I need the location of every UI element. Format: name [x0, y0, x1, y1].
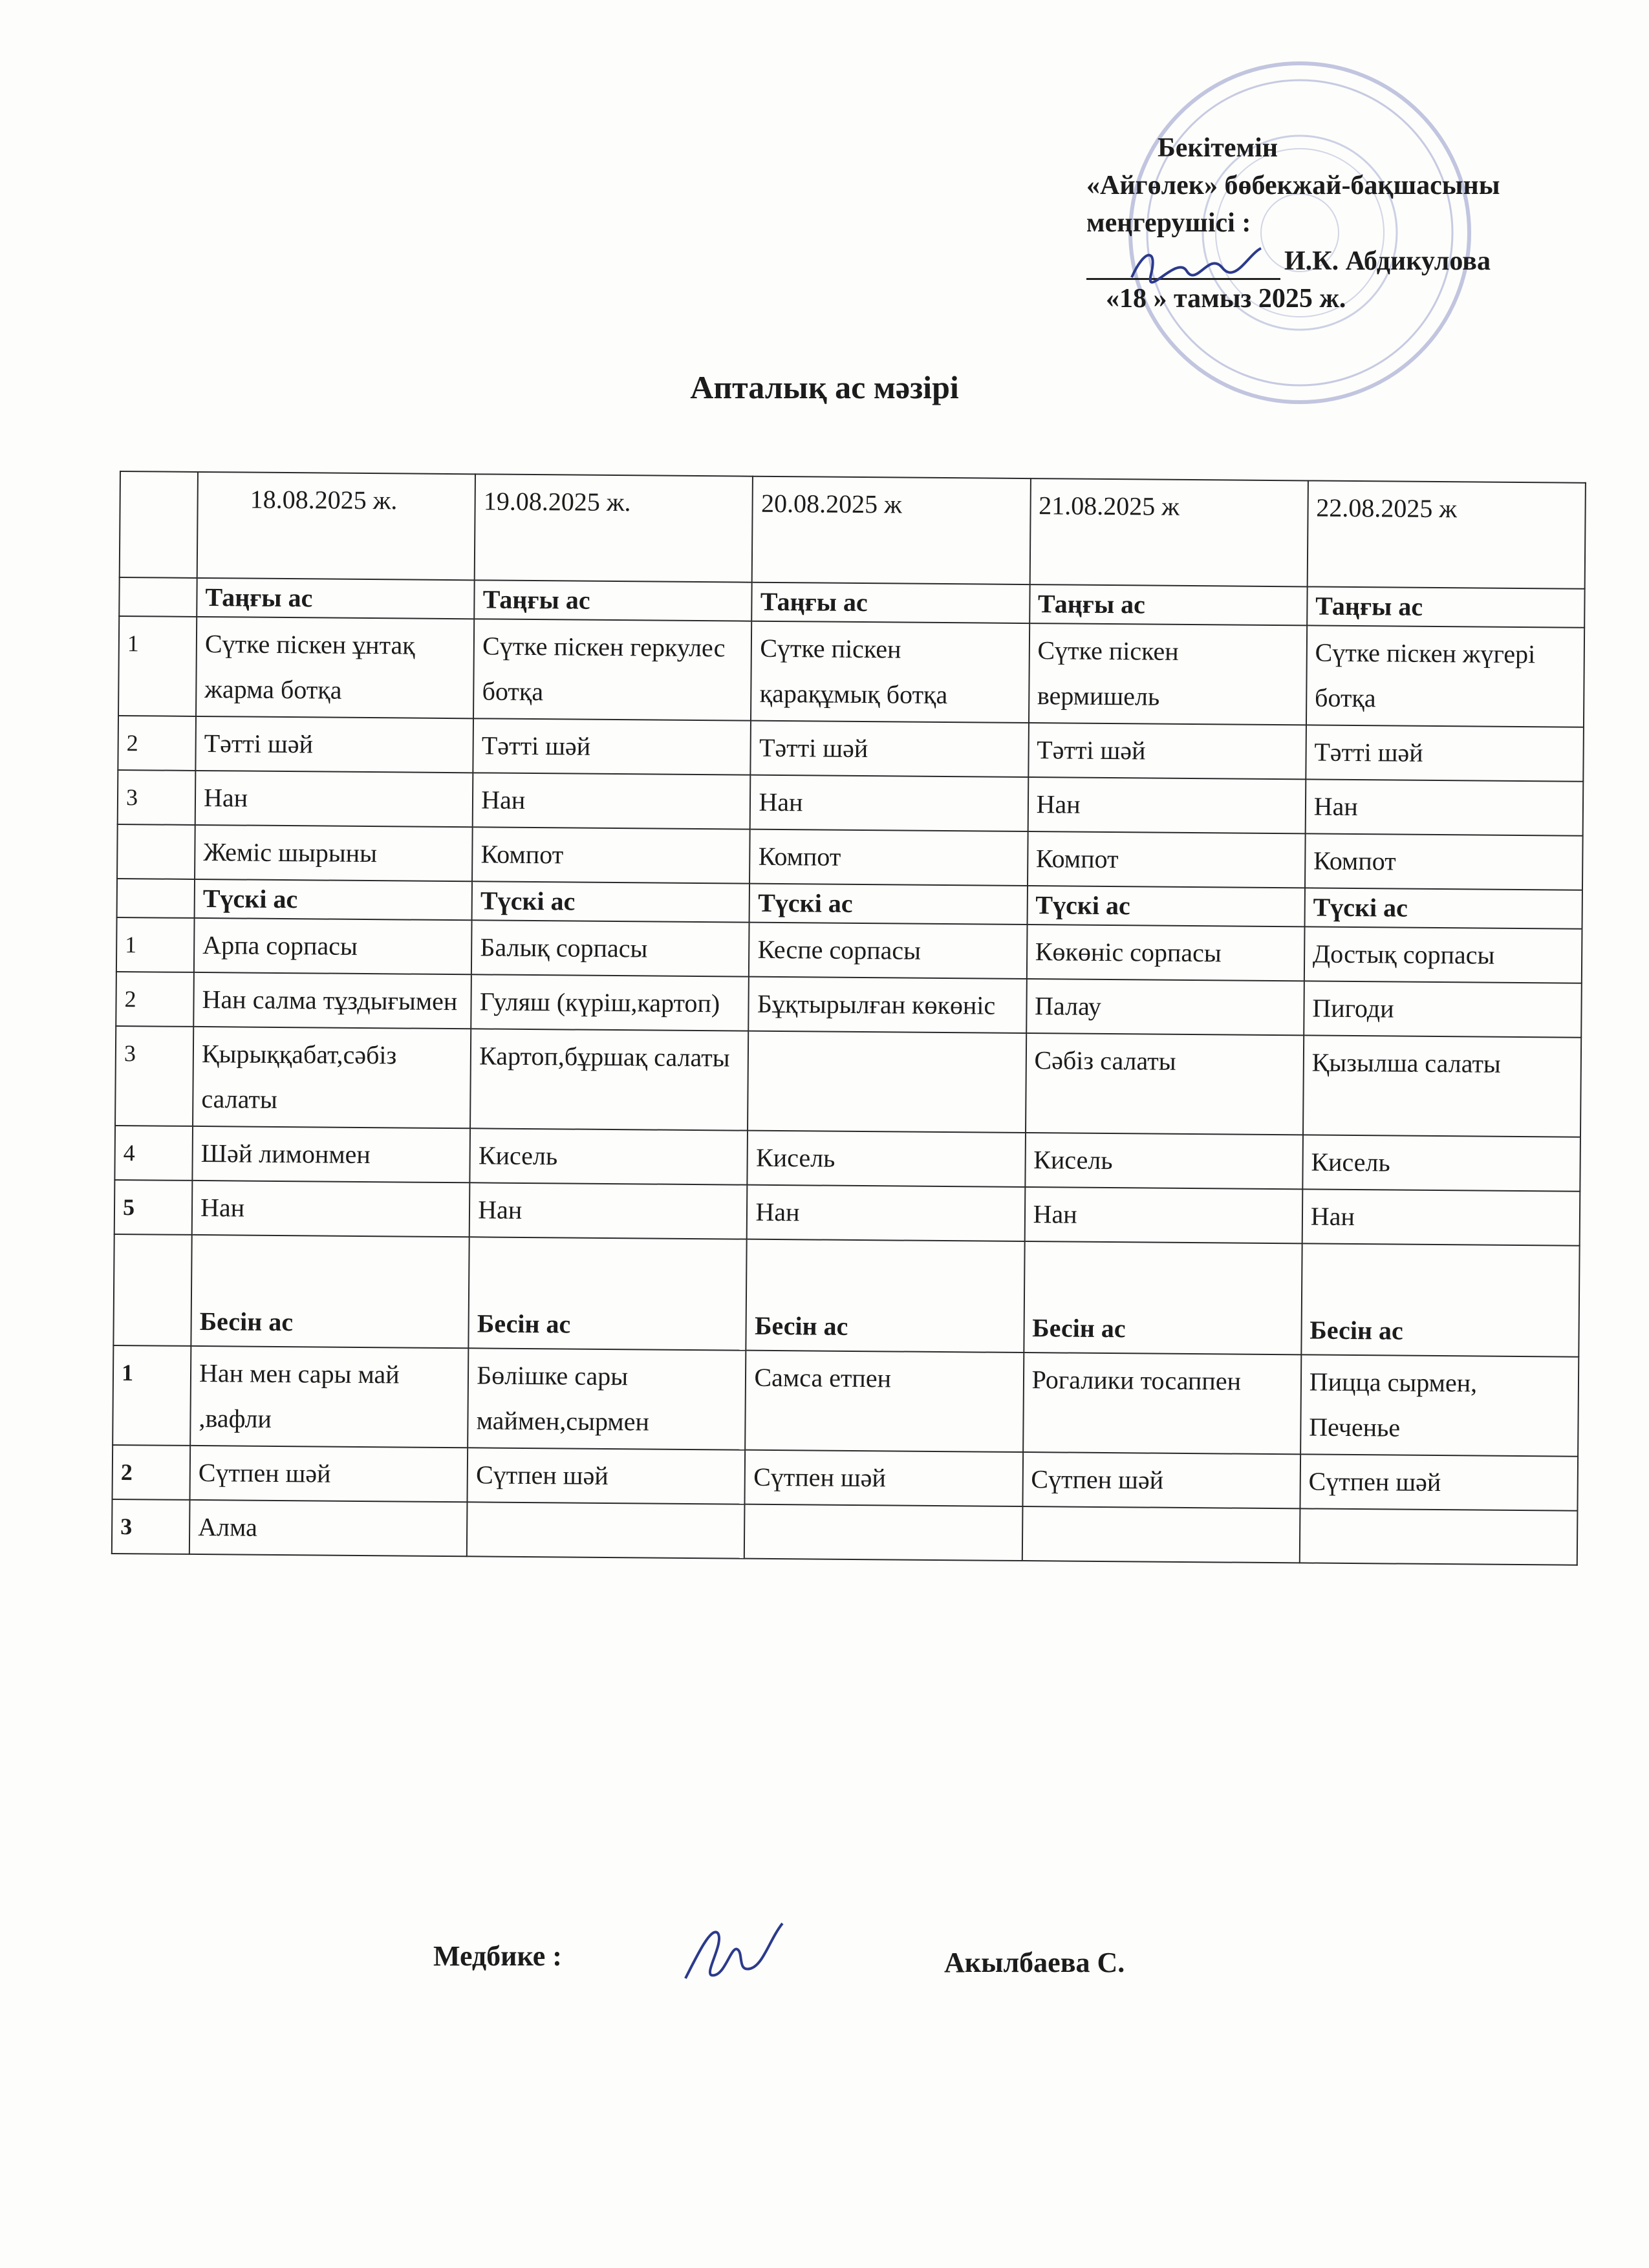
row-number: 3: [118, 770, 196, 825]
menu-item: Қызылша салаты: [1303, 1035, 1581, 1137]
nurse-label: Медбике :: [433, 1940, 562, 1972]
menu-item: Кеспе сорпасы: [749, 923, 1027, 979]
menu-item: Нан: [1028, 777, 1306, 833]
menu-row: [118, 616, 1584, 727]
menu-item: Достық сорпасы: [1304, 926, 1582, 983]
menu-item: Сүтке піскен ұнтақ жарма ботқа: [196, 617, 474, 718]
menu-item: Жеміс шырыны: [195, 825, 473, 881]
row-number: [117, 824, 195, 879]
approval-signature-line: [1086, 242, 1604, 280]
approval-position: меңгерушісі :: [1086, 208, 1251, 238]
menu-item: Нан: [473, 773, 751, 829]
menu-item: Тәтті шәй: [473, 718, 751, 775]
approval-org: «Айгөлек» бөбекжай-бақшасыны: [1086, 171, 1500, 200]
menu-item: Көкөніс сорпасы: [1026, 925, 1304, 981]
date-header-row: [120, 471, 1586, 589]
section-label: Таңғы ас: [197, 578, 475, 619]
row-number: 1: [116, 917, 195, 972]
section-label: Түскі ас: [1027, 886, 1305, 926]
menu-item: Самса етпен: [746, 1351, 1024, 1452]
menu-item: Сүтке піскен қарақұмық ботқа: [751, 621, 1029, 723]
menu-item: Нан: [1302, 1189, 1580, 1245]
menu-table: [111, 471, 1586, 1566]
director-signature: [1086, 242, 1280, 280]
menu-row: [112, 1499, 1578, 1565]
menu-item: Нан салма тұздығымен: [193, 972, 471, 1029]
menu-item: Нан: [469, 1182, 748, 1239]
menu-item: Пигоди: [1304, 981, 1582, 1037]
approval-title: Бекітемін: [1158, 133, 1278, 163]
menu-item: Сүтпен шәй: [1022, 1452, 1300, 1508]
menu-item: Компот: [749, 829, 1028, 886]
row-number: 1: [118, 616, 197, 716]
row-number: 2: [116, 972, 194, 1027]
menu-table-body: [112, 471, 1586, 1565]
menu-item: Тәтті шәй: [751, 721, 1029, 777]
menu-item: Рогалики тосаппен: [1023, 1353, 1301, 1454]
row-number: 5: [114, 1180, 193, 1235]
menu-item: [744, 1504, 1022, 1561]
menu-item: Кисель: [1302, 1135, 1580, 1191]
row-number: 4: [114, 1126, 193, 1181]
section-label: Бесін ас: [469, 1237, 748, 1350]
menu-item: [748, 1031, 1026, 1133]
nurse-name: Акылбаева С.: [944, 1947, 1125, 1978]
menu-item: Бөлішке сары маймен,сырмен: [468, 1348, 746, 1450]
section-label: Түскі ас: [195, 879, 473, 920]
menu-item: Кисель: [1025, 1133, 1303, 1189]
row-number: 3: [115, 1026, 193, 1126]
footer: [0, 1914, 1649, 1991]
menu-item: Нан: [747, 1185, 1025, 1241]
menu-item: Компот: [472, 827, 750, 883]
row-number: 2: [118, 716, 196, 771]
date-cell: 18.08.2025 ж.: [197, 472, 475, 580]
menu-item: [1300, 1508, 1578, 1565]
menu-table-wrapper: [111, 471, 1586, 1566]
menu-item: [467, 1502, 745, 1558]
section-label: Бесін ас: [1024, 1241, 1302, 1354]
section-label: Бесін ас: [746, 1239, 1025, 1353]
menu-item: Сүтпен шәй: [745, 1450, 1023, 1506]
menu-item: [1022, 1506, 1300, 1563]
date-cell: 22.08.2025 ж: [1307, 480, 1585, 588]
menu-item: Нан: [750, 775, 1028, 831]
section-label: Түскі ас: [749, 884, 1028, 925]
date-cell: 20.08.2025 ж: [752, 476, 1030, 584]
row-number: 1: [113, 1345, 191, 1446]
approval-block: [1086, 129, 1604, 317]
menu-item: Балық сорпасы: [471, 920, 749, 976]
menu-item: Нан: [1024, 1187, 1302, 1243]
menu-item: Нан: [195, 771, 473, 827]
menu-item: Қырыққабат,сәбіз салаты: [193, 1027, 471, 1128]
menu-item: Нан мен сары май ,вафли: [190, 1346, 468, 1448]
section-label: Таңғы ас: [752, 583, 1030, 623]
menu-item: Тәтті шәй: [195, 716, 473, 773]
section-label: Таңғы ас: [1307, 586, 1585, 627]
menu-item: Нан: [1305, 779, 1583, 835]
approval-date: «18 » тамыз 2025 ж.: [1106, 284, 1346, 314]
section-label: Бесін ас: [191, 1235, 469, 1348]
menu-item: Арпа сорпасы: [194, 918, 472, 974]
menu-item: Тәтті шәй: [1306, 725, 1584, 781]
section-number-cell: [113, 1234, 191, 1346]
row-number: 3: [112, 1499, 190, 1554]
section-header-row: [113, 1234, 1579, 1357]
date-cell: 21.08.2025 ж: [1029, 478, 1308, 586]
menu-item: Сүтке піскен вермишель: [1029, 623, 1307, 725]
menu-item: Тәтті шәй: [1028, 723, 1306, 779]
row-number: 2: [113, 1445, 191, 1500]
section-label: Таңғы ас: [1029, 584, 1308, 625]
menu-item: Компот: [1028, 831, 1306, 888]
menu-item: Кисель: [470, 1128, 748, 1184]
section-label: Таңғы ас: [474, 580, 752, 621]
menu-row: [113, 1345, 1579, 1457]
section-label: Бесін ас: [1301, 1243, 1580, 1356]
corner-cell: [120, 471, 198, 578]
menu-item: Бұқтырылған көкөніс: [749, 977, 1027, 1033]
menu-item: Сүтпен шәй: [190, 1446, 468, 1502]
menu-item: Нан: [192, 1181, 470, 1237]
menu-item: Палау: [1026, 979, 1304, 1035]
section-number-cell: [119, 577, 197, 617]
section-number-cell: [117, 879, 195, 918]
date-cell: 19.08.2025 ж.: [475, 474, 753, 582]
menu-row: [115, 1026, 1581, 1137]
menu-item: Пицца сырмен, Печенье: [1300, 1354, 1579, 1456]
menu-item: Шәй лимонмен: [192, 1126, 470, 1182]
menu-item: Сүтке піскен жүгері ботқа: [1306, 625, 1584, 727]
menu-item: Компот: [1305, 833, 1583, 890]
menu-item: Гуляш (күріш,картоп): [471, 974, 749, 1031]
menu-item: Кисель: [748, 1131, 1026, 1187]
page-title: Апталық ас мәзірі: [690, 369, 959, 405]
menu-item: Сәбіз салаты: [1026, 1033, 1304, 1135]
menu-item: Сүтпен шәй: [1300, 1454, 1578, 1510]
section-label: Түскі ас: [472, 881, 750, 922]
menu-item: Сүтке піскен геркулес ботқа: [473, 619, 751, 720]
nurse-signature: [673, 1914, 789, 1991]
menu-item: Сүтпен шәй: [468, 1448, 746, 1504]
menu-item: Алма: [189, 1500, 468, 1556]
section-label: Түскі ас: [1304, 888, 1582, 928]
approval-name: И.К. Абдикулова: [1284, 246, 1491, 276]
menu-item: Картоп,бұршақ салаты: [470, 1029, 748, 1130]
